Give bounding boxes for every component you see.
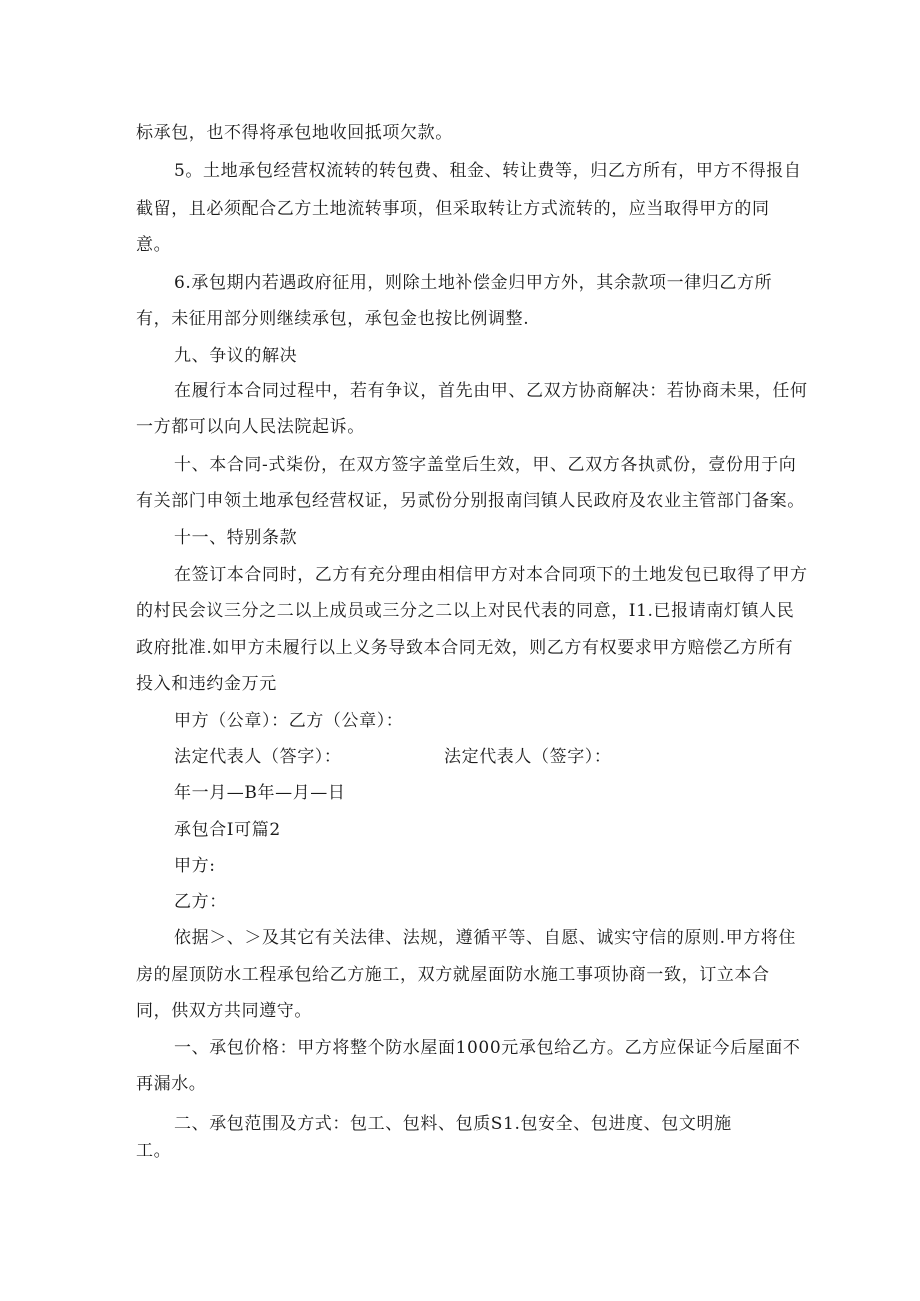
date-line: 年一月—B年—月—日 [174, 783, 346, 803]
signature-label-b: 法定代表人（签字）： [444, 747, 612, 767]
text-line: 截留，且必须配合乙方土地流转事项，但采取转让方式流转的，应当取得甲方的同 [136, 199, 770, 219]
party-b-line: 乙方： [174, 892, 227, 912]
section-title: 承包合I可篇2 [174, 820, 281, 840]
text-line: 依据＞、＞及其它有关法律、法规，遵循平等、自愿、诚实守信的原则.甲方将住 [174, 928, 797, 948]
text-line: 投入和违约金万元 [136, 674, 277, 694]
text-line: 工。 [136, 1141, 172, 1161]
text-line: 标承包，也不得将承包地收回抵项欠款。 [136, 123, 453, 143]
text-line: 6.承包期内若遇政府征用，则除土地补偿金归甲方外，其余款项一律归乙方所 [174, 273, 773, 293]
text-line: 有关部门申领土地承包经营权证，另贰份分别报南闫镇人民政府及农业主管部门备案。 [136, 491, 805, 511]
section-heading: 十一、特别条款 [174, 528, 298, 548]
text-line: 有，未征用部分则继续承包，承包金也按比例调整. [136, 309, 530, 329]
text-line: 房的屋顶防水工程承包给乙方施工，双方就屋面防水施工事项协商一致，订立本合 [136, 965, 770, 985]
signature-label-a: 法定代表人（答字）： [174, 747, 342, 767]
text-line: 再漏水。 [136, 1074, 207, 1094]
text-line: 二、承包范围及方式：包工、包料、包质S1.包安全、包进度、包文明施 [174, 1114, 732, 1134]
seal-line: 甲方（公章）：乙方（公章）： [174, 711, 404, 731]
text-line: 在签订本合同时，乙方有充分理由相信甲方对本合同项下的土地发包已取得了甲方 [174, 565, 808, 585]
text-line: 5。土地承包经营权流转的转包费、租金、转让费等，归乙方所有，甲方不得报自 [174, 161, 802, 181]
text-line: 十、本合同-式柒份，在双方签字盖堂后生效，甲、乙双方各执贰份，壹份用于向 [174, 455, 797, 475]
text-line: 一、承包价格：甲方将整个防水屋面1000元承包给乙方。乙方应保证今后屋面不 [174, 1038, 801, 1058]
text-line: 意。 [136, 235, 172, 255]
text-line: 同，供双方共同遵守。 [136, 1001, 312, 1021]
text-line: 的村民会议三分之二以上成员或三分之二以上对民代表的同意，I1.已报请南灯镇人民 [136, 601, 795, 621]
text-line: 政府批准.如甲方未履行以上义务导致本合同无效，则乙方有权要求甲方赔偿乙方所有 [136, 638, 794, 658]
section-heading: 九、争议的解决 [174, 346, 298, 366]
text-line: 在履行本合同过程中，若有争议，首先由甲、乙双方协商解决：若协商未果，任何 [174, 381, 808, 401]
text-line: 一方都可以向人民法院起诉。 [136, 417, 365, 437]
party-a-line: 甲方: [174, 856, 216, 876]
